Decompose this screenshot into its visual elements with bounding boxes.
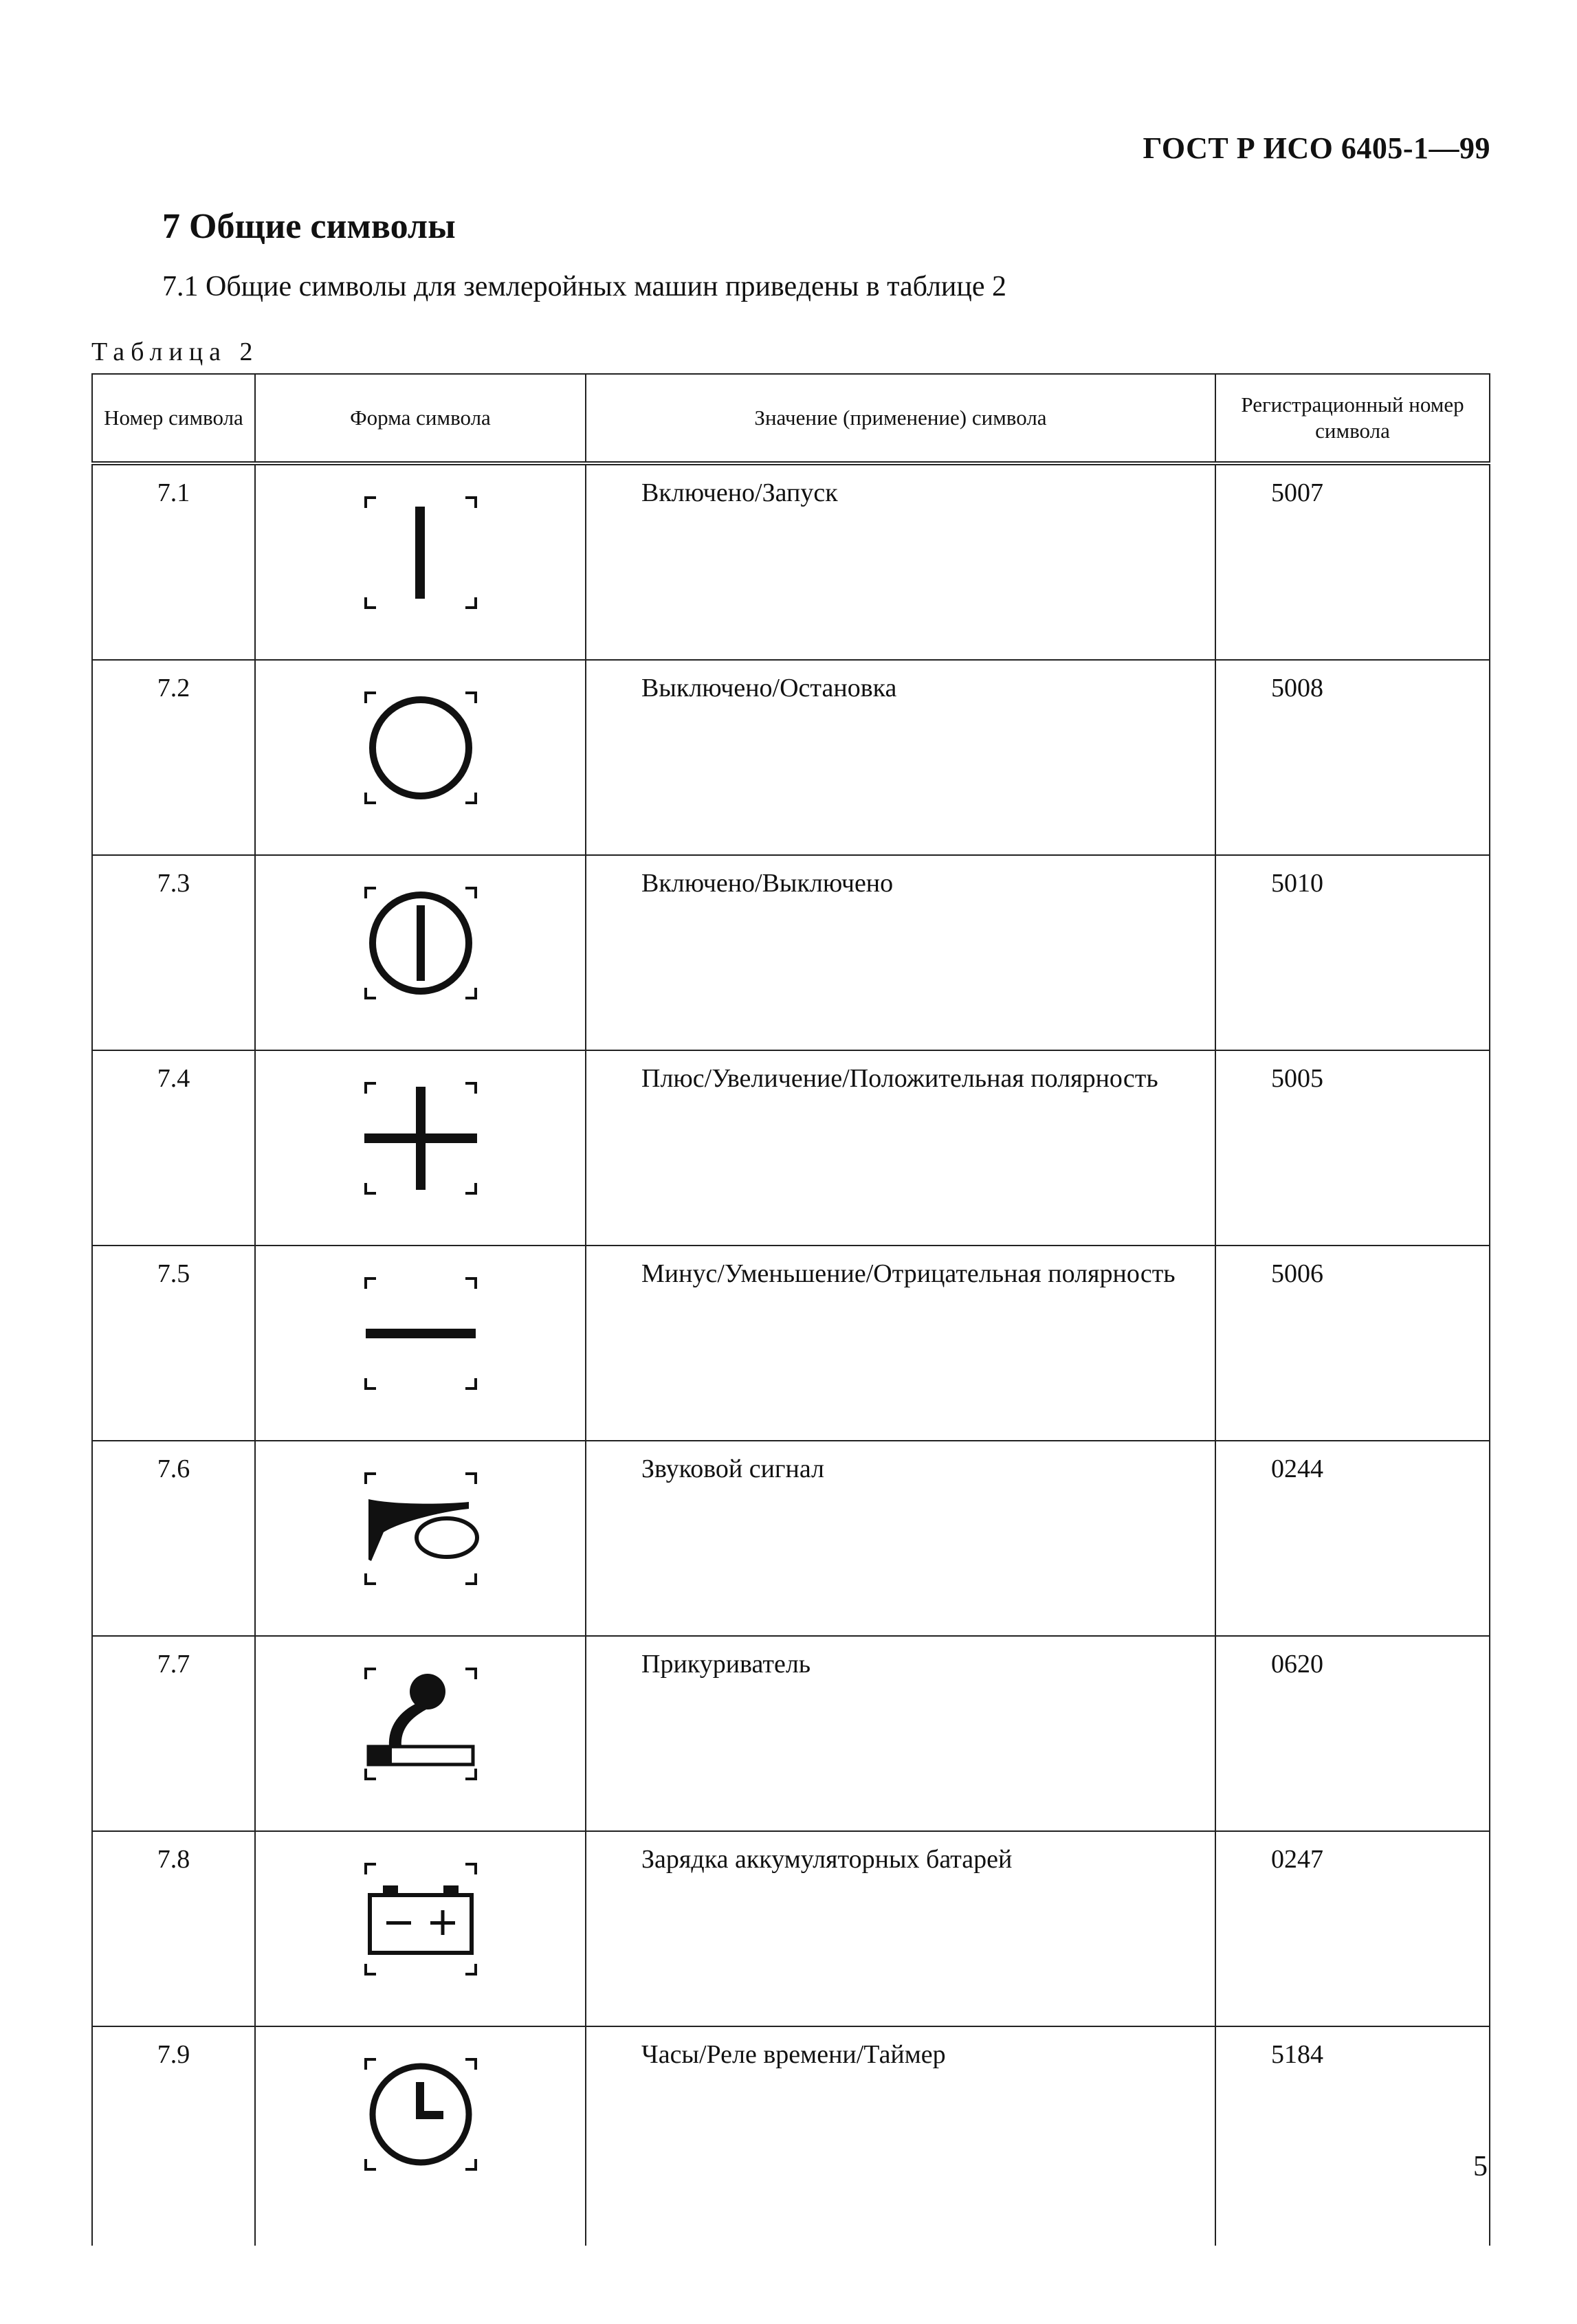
symbol-meaning: Зарядка аккумуляторных батарей <box>586 1831 1215 2026</box>
section-title: 7 Общие символы <box>162 207 456 246</box>
table-header-row <box>92 374 1490 463</box>
symbol-meaning: Включено/Выключено <box>586 855 1215 1050</box>
symbol-number: 7.7 <box>92 1636 255 1831</box>
symbol-meaning: Часы/Реле времени/Таймер <box>586 2026 1215 2246</box>
symbol-meaning: Звуковой сигнал <box>586 1441 1215 1636</box>
battery-charging-icon <box>352 1847 489 1991</box>
symbol-meaning: Прикуриватель <box>586 1636 1215 1831</box>
registration-number: 0620 <box>1215 1636 1490 1831</box>
plus-icon <box>352 1066 489 1210</box>
symbol-number: 7.4 <box>92 1050 255 1246</box>
registration-number: 5005 <box>1215 1050 1490 1246</box>
table-row <box>92 1050 1490 1246</box>
symbol-number: 7.9 <box>92 2026 255 2246</box>
symbol-number: 7.2 <box>92 660 255 855</box>
header-registration-number: Регистрационный номер символа <box>1215 374 1490 463</box>
registration-number: 5010 <box>1215 855 1490 1050</box>
on-off-icon <box>352 871 489 1015</box>
table-row <box>92 463 1490 660</box>
minus-icon <box>352 1261 489 1406</box>
symbols-table <box>91 373 1489 2246</box>
header-symbol-shape: Форма символа <box>255 374 586 463</box>
page-number: 5 <box>1473 2151 1488 2182</box>
symbol-meaning: Плюс/Увеличение/Положительная полярность <box>586 1050 1215 1246</box>
cigarette-lighter-icon <box>352 1652 489 1796</box>
table-row <box>92 855 1490 1050</box>
registration-number: 5008 <box>1215 660 1490 855</box>
table-row <box>92 1831 1490 2026</box>
registration-number: 5184 <box>1215 2026 1490 2246</box>
symbol-number: 7.8 <box>92 1831 255 2026</box>
off-stop-icon <box>352 676 489 820</box>
table-row <box>92 1246 1490 1441</box>
on-start-icon <box>352 480 489 625</box>
symbol-number: 7.1 <box>92 463 255 660</box>
section-intro: 7.1 Общие символы для землеройных машин приведены в таблице 2 <box>162 271 1007 302</box>
table-row <box>92 1441 1490 1636</box>
registration-number: 5006 <box>1215 1246 1490 1441</box>
table-row <box>92 660 1490 855</box>
clock-timer-icon <box>352 2042 489 2187</box>
symbol-meaning: Минус/Уменьшение/Отрицательная полярность <box>586 1246 1215 1441</box>
header-number: Номер символа <box>92 374 255 463</box>
symbol-meaning: Включено/Запуск <box>586 463 1215 660</box>
registration-number: 0247 <box>1215 1831 1490 2026</box>
header-meaning: Значение (применение) символа <box>586 374 1215 463</box>
table-row <box>92 1636 1490 1831</box>
registration-number: 0244 <box>1215 1441 1490 1636</box>
symbol-number: 7.6 <box>92 1441 255 1636</box>
document-code: ГОСТ Р ИСО 6405-1—99 <box>1143 131 1490 165</box>
symbol-meaning: Выключено/Остановка <box>586 660 1215 855</box>
registration-number: 5007 <box>1215 463 1490 660</box>
table-caption: Таблица 2 <box>91 337 259 366</box>
horn-icon <box>352 1457 489 1601</box>
table-row <box>92 2026 1490 2246</box>
symbol-number: 7.5 <box>92 1246 255 1441</box>
symbol-number: 7.3 <box>92 855 255 1050</box>
